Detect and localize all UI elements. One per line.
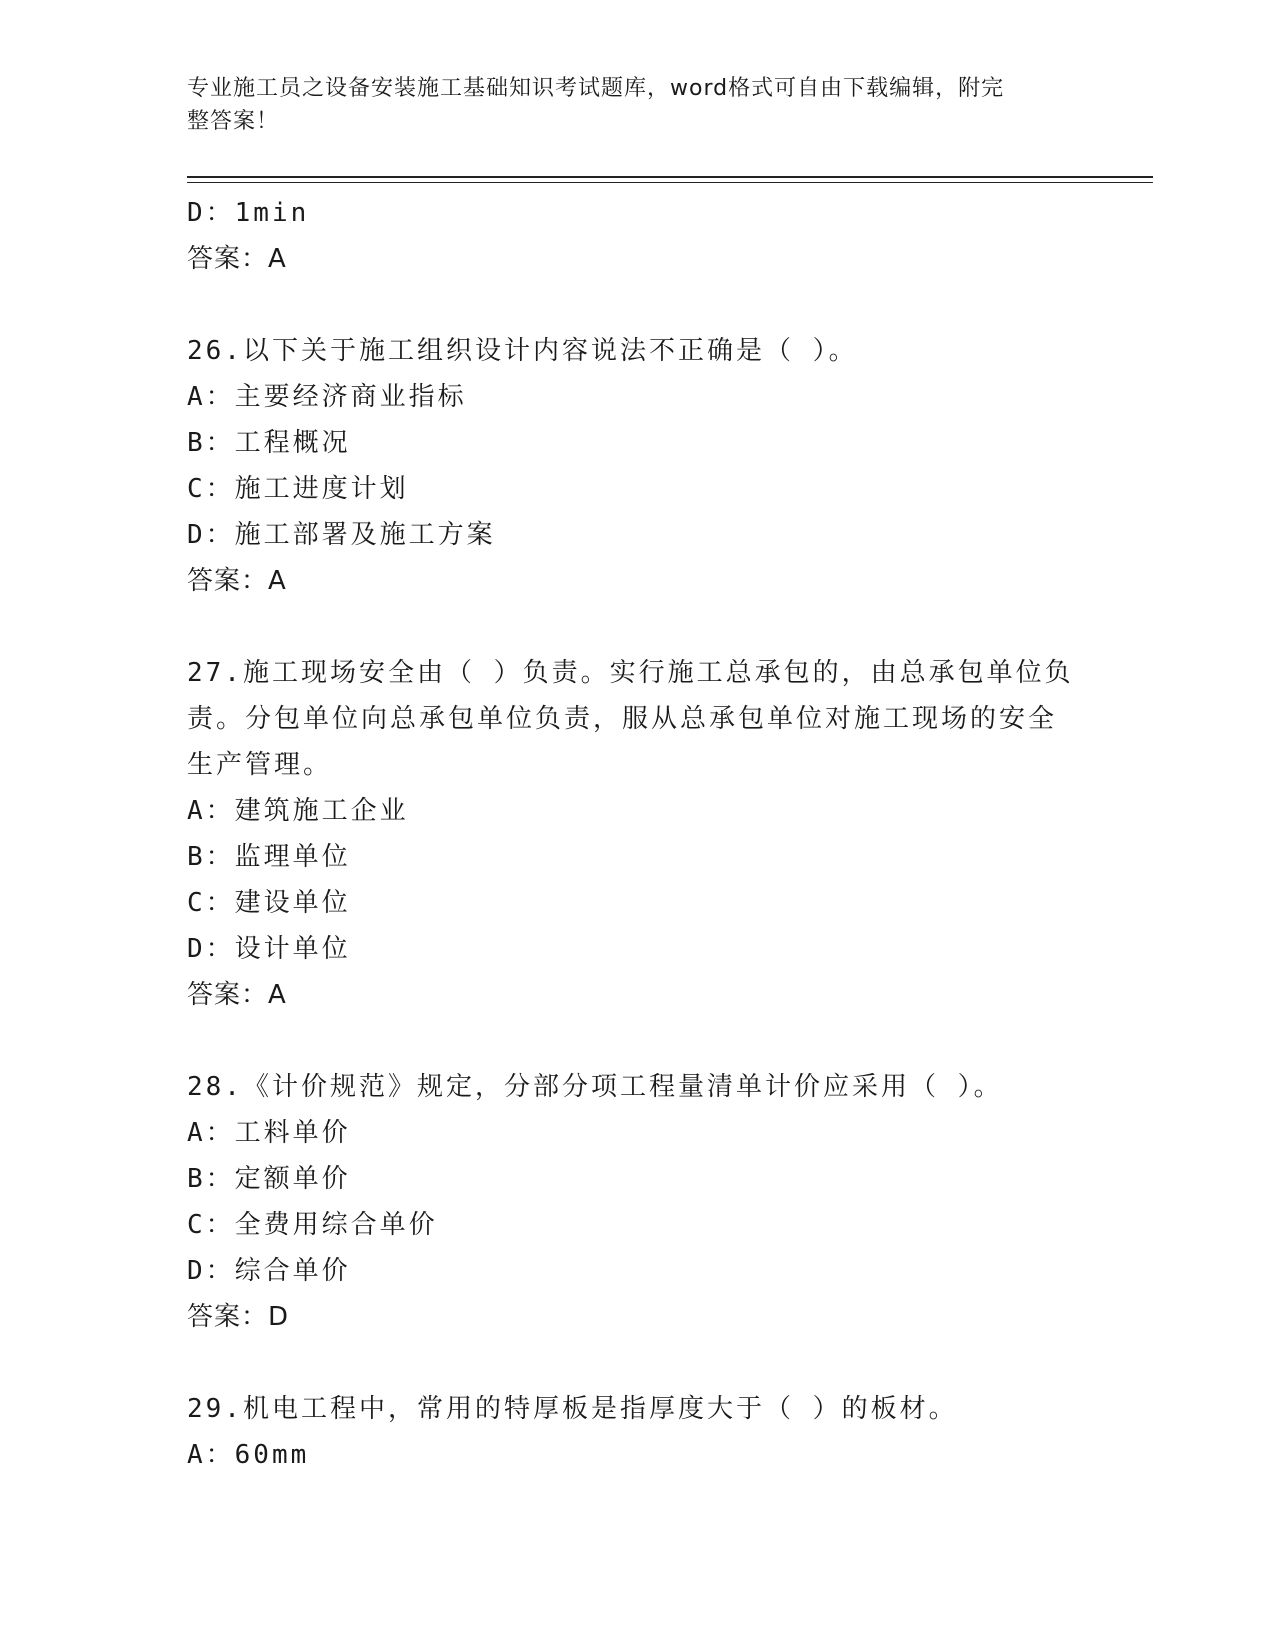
header-rule-thin [187,182,1153,183]
option-b: B：工程概况 [187,428,351,458]
option-a: A：主要经济商业指标 [187,382,467,412]
spacer [187,1340,1087,1386]
question-29 [187,1386,1087,1478]
option-b: B：定额单价 [187,1164,351,1194]
question-stem: 28.《计价规范》规定，分部分项工程量清单计价应采用（ ）。 [187,1072,1003,1102]
option-d: D：1min [187,198,310,228]
question-stem-line-1: 27.施工现场安全由（ ）负责。实行施工总承包的，由总承包单位负 [187,658,1074,688]
option-d: D：综合单价 [187,1256,351,1286]
header-rule-thick [187,176,1153,178]
question-27 [187,650,1087,1018]
question-stem: 29.机电工程中，常用的特厚板是指厚度大于（ ）的板材。 [187,1394,958,1424]
option-c: C：施工进度计划 [187,474,409,504]
option-a: A：建筑施工企业 [187,796,409,826]
option-a: A：工料单价 [187,1118,351,1148]
answer: 答案：A [187,980,287,1010]
question-list [187,190,1087,1478]
header-line-2: 整答案！ [187,109,280,134]
option-c: C：建设单位 [187,888,351,918]
option-a: A：60mm [187,1440,310,1470]
header-line-1: 专业施工员之设备安装施工基础知识考试题库，word格式可自由下载编辑，附完 [187,76,1005,101]
document-header [187,72,1067,138]
question-25-tail [187,190,1087,282]
answer: 答案：D [187,1302,290,1332]
option-c: C：全费用综合单价 [187,1210,438,1240]
option-d: D：施工部署及施工方案 [187,520,496,550]
question-28 [187,1064,1087,1340]
spacer [187,1018,1087,1064]
answer: 答案：A [187,566,287,596]
question-stem-line-3: 生产管理。 [187,750,333,780]
option-b: B：监理单位 [187,842,351,872]
question-26 [187,328,1087,604]
answer: 答案：A [187,244,287,274]
spacer [187,604,1087,650]
spacer [187,282,1087,328]
option-d: D：设计单位 [187,934,351,964]
question-stem-line-2: 责。分包单位向总承包单位负责，服从总承包单位对施工现场的安全 [187,704,1058,734]
question-stem: 26.以下关于施工组织设计内容说法不正确是（ ）。 [187,336,858,366]
